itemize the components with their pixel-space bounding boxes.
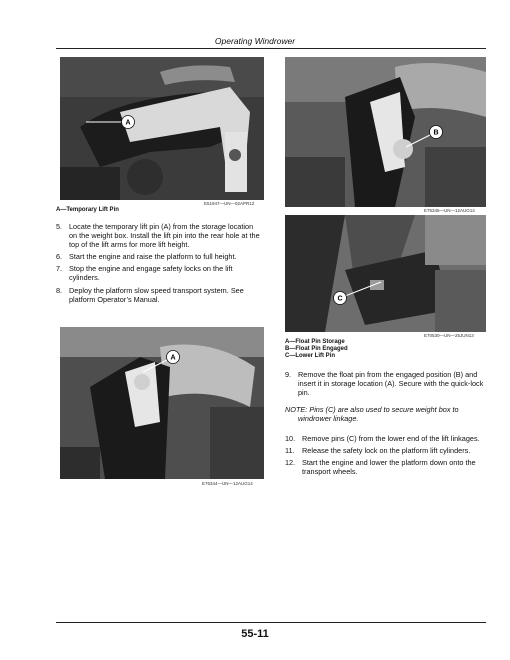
note-line-2: windrower linkage. xyxy=(298,414,359,424)
photo-lower-lift-pin xyxy=(285,215,486,332)
step-10 xyxy=(285,434,487,443)
step-5 xyxy=(56,222,262,249)
step-number: 5. xyxy=(56,222,63,231)
footer-rule xyxy=(56,622,486,623)
step-text: Start the engine and raise the platform to full height. xyxy=(69,252,237,262)
image-code-fig1: E51947—UN—02APR12 xyxy=(204,201,255,206)
page-header-title: Operating Windrower xyxy=(214,36,296,46)
caption-float-pin-storage: A—Float Pin Storage xyxy=(285,339,345,345)
page-number: 55-11 xyxy=(241,628,269,640)
step-number: 7. xyxy=(56,264,63,274)
step-number: 12. xyxy=(285,458,296,468)
step-text: Remove pins (C) from the lower end of the lift linkages. xyxy=(302,434,480,443)
svg-text:A: A xyxy=(125,119,131,127)
step-text: Stop the engine and engage safety locks on the lift cylinders. xyxy=(69,264,233,283)
steps-left-column xyxy=(56,222,262,307)
step-number: 6. xyxy=(56,252,63,262)
step-9 xyxy=(285,370,487,397)
step-number: 11. xyxy=(285,446,295,456)
step-text: Locate the temporary lift pin (A) from the storage location on the weight box. Install the lift pin into the rear hole at the top of the lift arms for more lift height. xyxy=(69,222,260,250)
callout-a-fig4 xyxy=(141,347,185,377)
caption-figure-legend xyxy=(285,339,348,360)
svg-text:C: C xyxy=(337,295,343,303)
header-rule xyxy=(56,48,486,49)
step-8 xyxy=(56,286,262,304)
steps-right-column-a xyxy=(285,370,487,400)
note-pins-c xyxy=(285,405,487,423)
step-number: 10. xyxy=(285,434,296,443)
caption-lower-lift-pin: C—Lower Lift Pin xyxy=(285,353,335,359)
step-text: Remove the float pin from the engaged position (B) and insert it in storage location (A). Secure with the quick-lock pin. xyxy=(298,370,484,398)
step-number: 9. xyxy=(285,370,292,379)
svg-text:A: A xyxy=(170,354,176,362)
callout-b-fig2 xyxy=(404,122,448,152)
note-line-1: NOTE: Pins (C) are also used to secure weight box to xyxy=(285,405,459,414)
step-text: Release the safety lock on the platform lift cylinders. xyxy=(302,446,471,456)
step-text: Start the engine and lower the platform down onto the transport wheels. xyxy=(302,458,476,477)
step-6 xyxy=(56,252,262,261)
step-7 xyxy=(56,264,262,282)
steps-right-column-b xyxy=(285,434,487,479)
image-code-fig4: E76344—UN—12AUG14 xyxy=(202,481,253,486)
step-11 xyxy=(285,446,487,455)
caption-temporary-lift-pin: A—Temporary Lift Pin xyxy=(56,207,119,213)
callout-c-fig3 xyxy=(331,278,391,308)
step-12 xyxy=(285,458,487,476)
callout-a-fig1 xyxy=(83,112,137,132)
image-code-fig2: E76345—UN—12AUG14 xyxy=(424,208,475,213)
caption-float-pin-engaged: B—Float Pin Engaged xyxy=(285,346,348,352)
image-code-fig3: E70530—UN—25JUN13 xyxy=(424,333,474,338)
step-text: Deploy the platform slow speed transport system. See platform Operator’s Manual. xyxy=(69,285,244,304)
step-number: 8. xyxy=(56,285,63,295)
svg-text:B: B xyxy=(433,129,439,137)
photo-float-pin-engaged xyxy=(285,57,486,207)
